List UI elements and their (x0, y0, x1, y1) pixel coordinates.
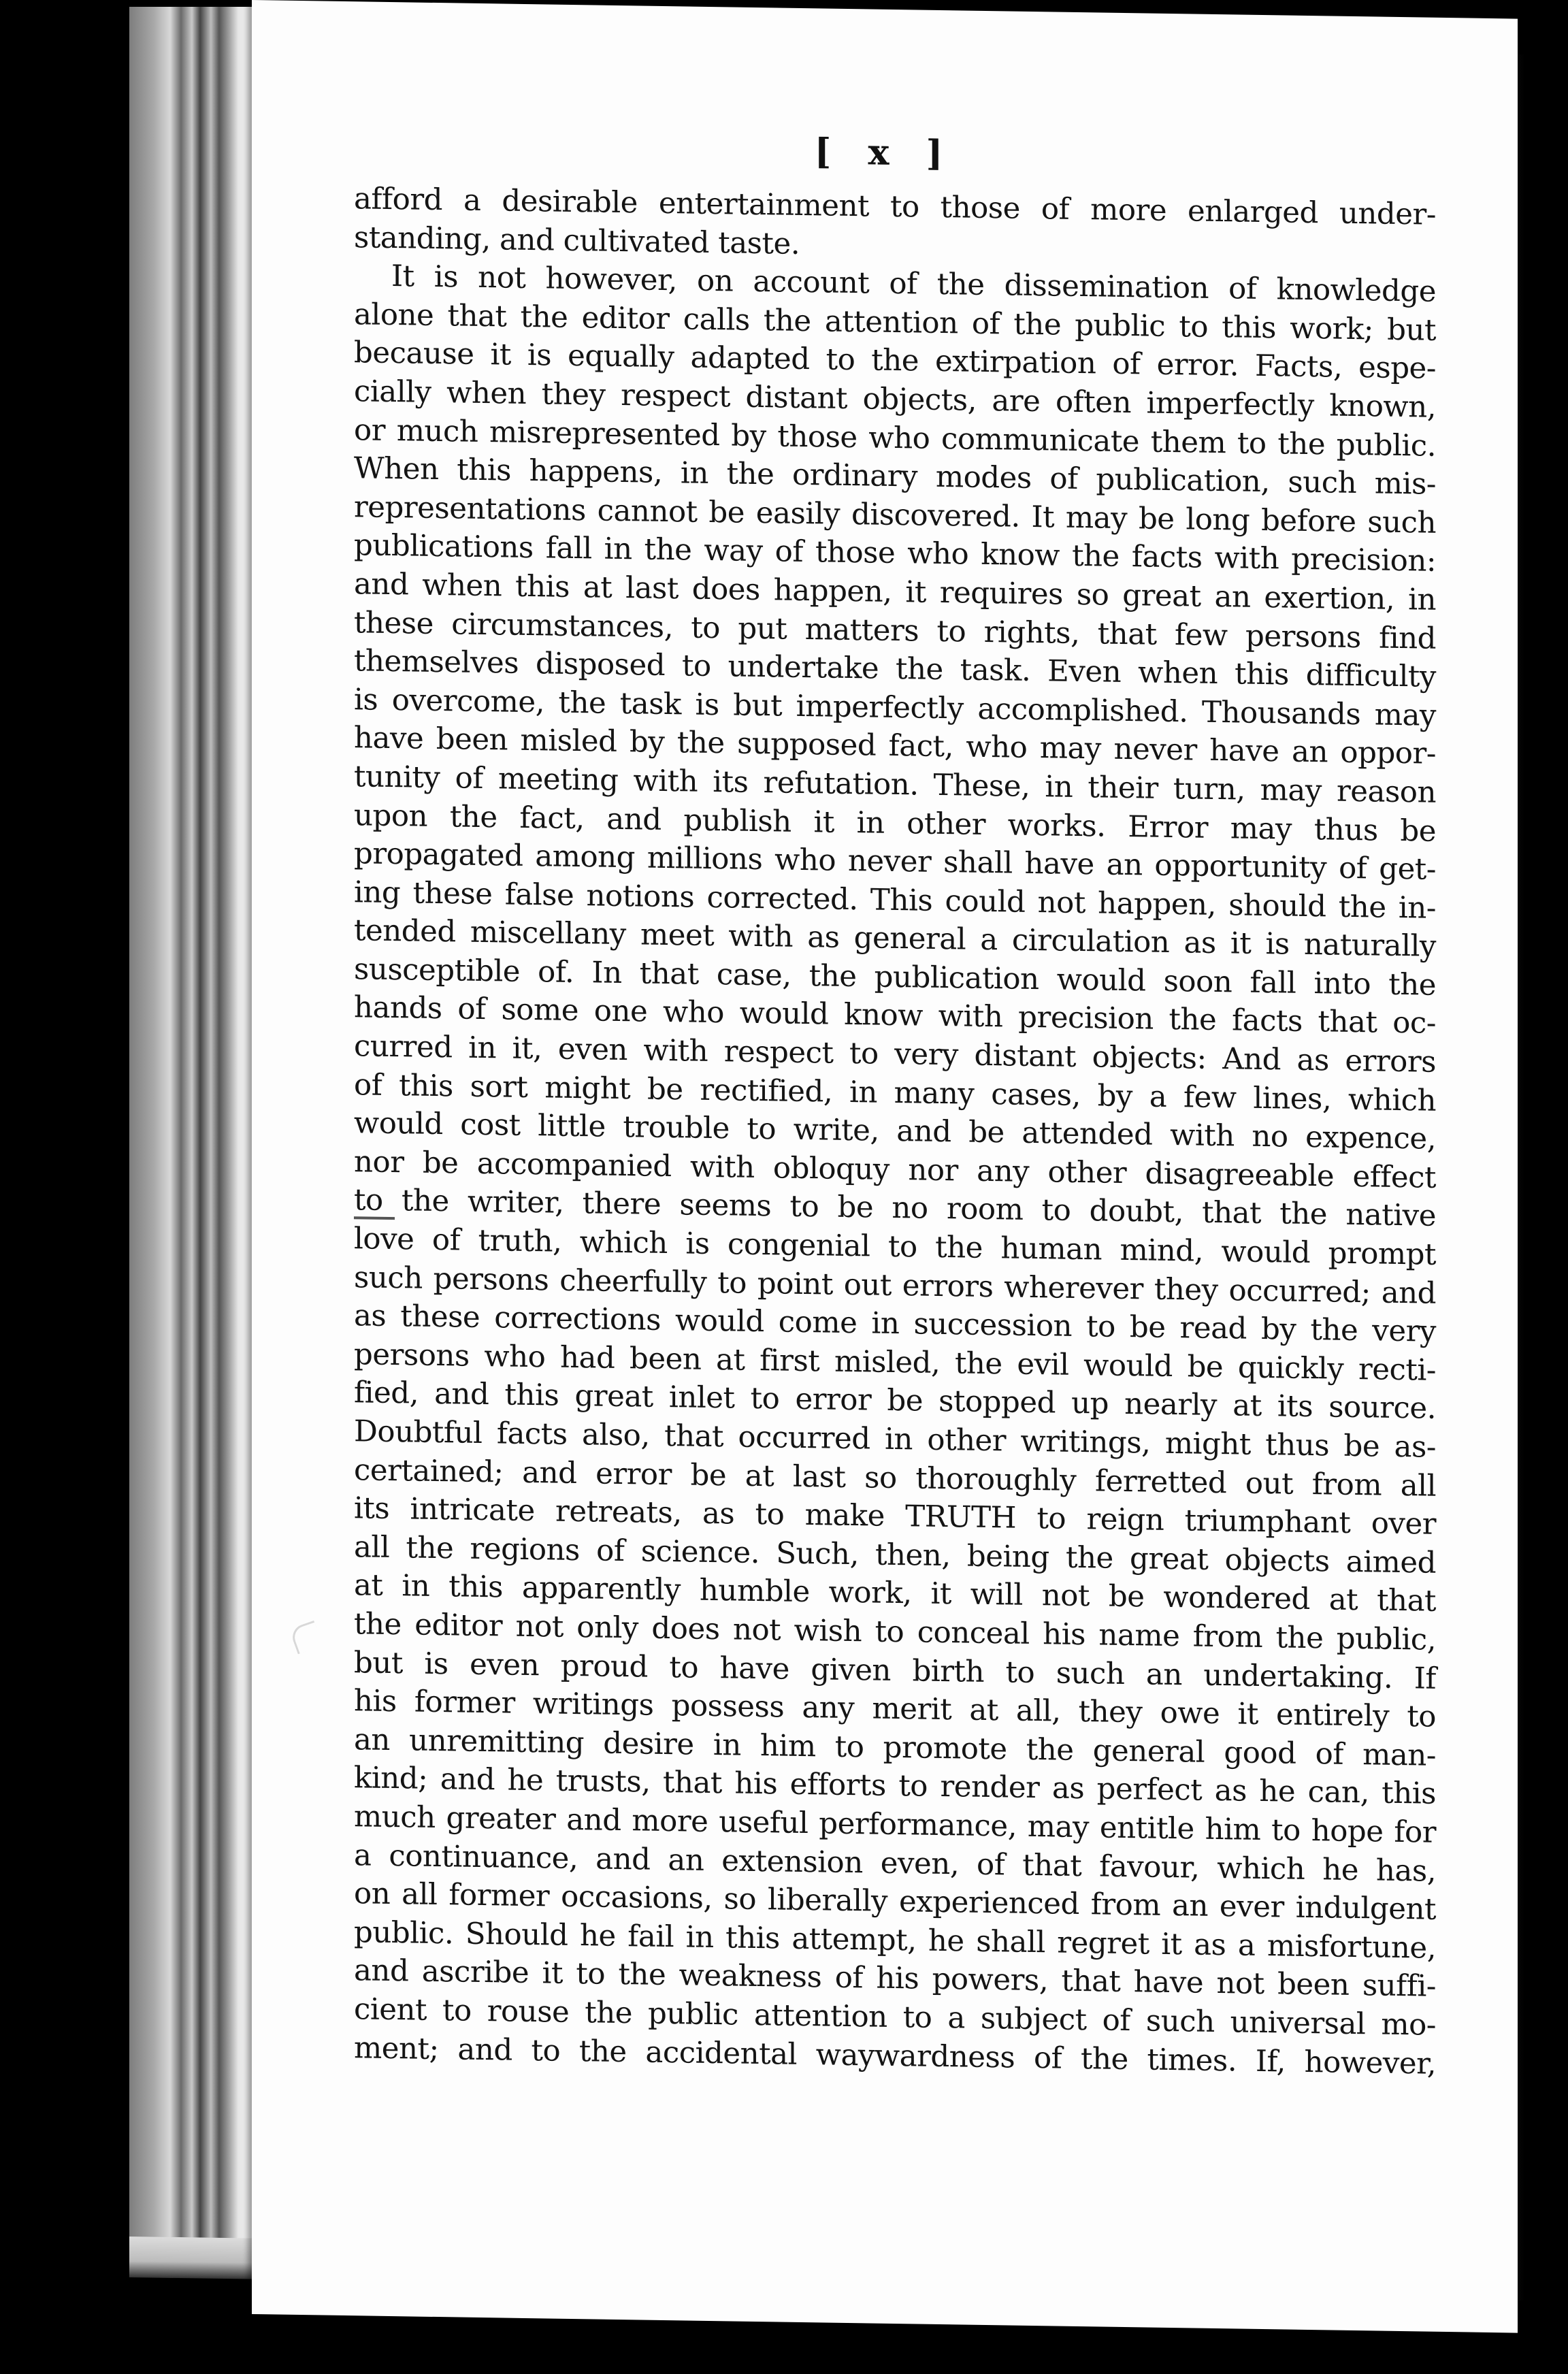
text-line: these circumstances, to put matters to rights, that few persons find (354, 605, 1436, 656)
page-number-header: [ x ] (814, 131, 956, 175)
text-line: representations cannot be easily discovered. It may be long before such (354, 489, 1436, 540)
text-line: and when this at last does happen, it requires so great an exertion, in (354, 567, 1436, 617)
text-line: cient to rouse the public attention to a subject of such universal mo- (354, 1992, 1436, 2043)
text-line: standing, and cultivated taste. (354, 220, 800, 261)
text-line: tended miscellany meet with as general a circulation as it is naturally (354, 913, 1436, 964)
text-line: certained; and error be at last so thoroughly ferretted out from all (354, 1452, 1436, 1503)
text-line: on all former occasions, so liberally experienced from an ever indulgent (354, 1876, 1436, 1927)
text-line: public. Should he fail in this attempt, he shall regret it as a misfortune, (354, 1915, 1436, 1966)
text-line: is overcome, the task is but imperfectly accomplished. Thousands may (354, 682, 1436, 733)
book-page (252, 0, 1518, 2333)
text-line: When this happens, in the ordinary modes of publication, such mis- (354, 451, 1436, 502)
margin-curl-mark (289, 1621, 323, 1655)
text-line: alone that the editor calls the attention of the public to this work; but (354, 297, 1436, 348)
text-line: because it is equally adapted to the extirpation of error. Facts, espe- (354, 336, 1436, 387)
text-line: afford a desirable entertainment to those of more enlarged under- (354, 182, 1436, 232)
text-line: themselves disposed to undertake the task. Even when this difficulty (354, 644, 1436, 694)
text-line: persons who had been at first misled, the evil would be quickly recti- (354, 1337, 1436, 1388)
text-line: and ascribe it to the weakness of his powers, that have not been suffi- (354, 1953, 1436, 2004)
text-line: an unremitting desire in him to promote the general good of man- (354, 1722, 1436, 1773)
text-line: It is not however, on account of the dissemination of knowledge (391, 259, 1436, 310)
text-line: a continuance, and an extension even, of that favour, which he has, (354, 1838, 1436, 1889)
text-line: love of truth, which is congenial to the human mind, would prompt (354, 1222, 1436, 1272)
text-line: or much misrepresented by those who communicate them to the public. (354, 412, 1436, 464)
text-line: but is even proud to have given birth to such an undertaking. If (354, 1645, 1436, 1696)
text-line: the editor not only does not wish to conceal his name from the public, (354, 1607, 1436, 1657)
text-line: of this sort might be rectified, in many cases, by a few lines, which (354, 1067, 1436, 1118)
text-line: its intricate retreats, as to make TRUTH to reign triumphant over (354, 1491, 1436, 1542)
text-line: nor be accompanied with obloquy nor any other disagreeable effect (354, 1145, 1436, 1195)
book-fore-edge (129, 7, 265, 2273)
text-line: at in this apparently humble work, it will not be wondered at that (354, 1568, 1436, 1619)
text-line: curred in it, even with respect to very distant objects: And as errors (354, 1029, 1436, 1079)
text-line: tunity of meeting with its refutation. These, in their turn, may reason (354, 760, 1436, 810)
text-line: Doubtful facts also, that occurred in other writings, might thus be as- (354, 1414, 1436, 1465)
text-line: all the regions of science. Such, then, being the great objects aimed (354, 1530, 1436, 1580)
text-line: ing these false notions corrected. This could not happen, should the in- (354, 875, 1436, 926)
text-line: propagated among millions who never shall have an opportunity of get- (354, 836, 1436, 887)
text-line: susceptible of. In that case, the publication would soon fall into the (354, 952, 1436, 1003)
body-text (354, 180, 1436, 2083)
text-line: such persons cheerfully to point out errors wherever they occurred; and (354, 1260, 1436, 1311)
text-line: fied, and this great inlet to error be stopped up nearly at its source. (354, 1376, 1436, 1427)
text-line: publications fall in the way of those who know the facts with precision: (354, 528, 1436, 579)
text-line: would cost little trouble to write, and be attended with no expence, (354, 1106, 1436, 1157)
text-line: his former writings possess any merit at all, they owe it entirely to (354, 1684, 1436, 1734)
text-line: kind; and he trusts, that his efforts to render as perfect as he can, this (354, 1761, 1436, 1812)
text-line: hands of some one who would know with precision the facts that oc- (354, 990, 1436, 1041)
text-line: have been misled by the supposed fact, who may never have an oppor- (354, 721, 1436, 772)
text-line: much greater and more useful performance, may entitle him to hope for (354, 1800, 1436, 1850)
text-line: as these corrections would come in succession to be read by the very (354, 1299, 1436, 1350)
text-line: upon the fact, and publish it in other works. Error may thus be (354, 798, 1436, 849)
text-line: cially when they respect distant objects, are often imperfectly known, (354, 374, 1436, 425)
text-line: to the writer, there seems to be no room to doubt, that the native (354, 1183, 1436, 1234)
text-line: ment; and to the accidental waywardness of the times. If, however, (354, 2030, 1436, 2081)
